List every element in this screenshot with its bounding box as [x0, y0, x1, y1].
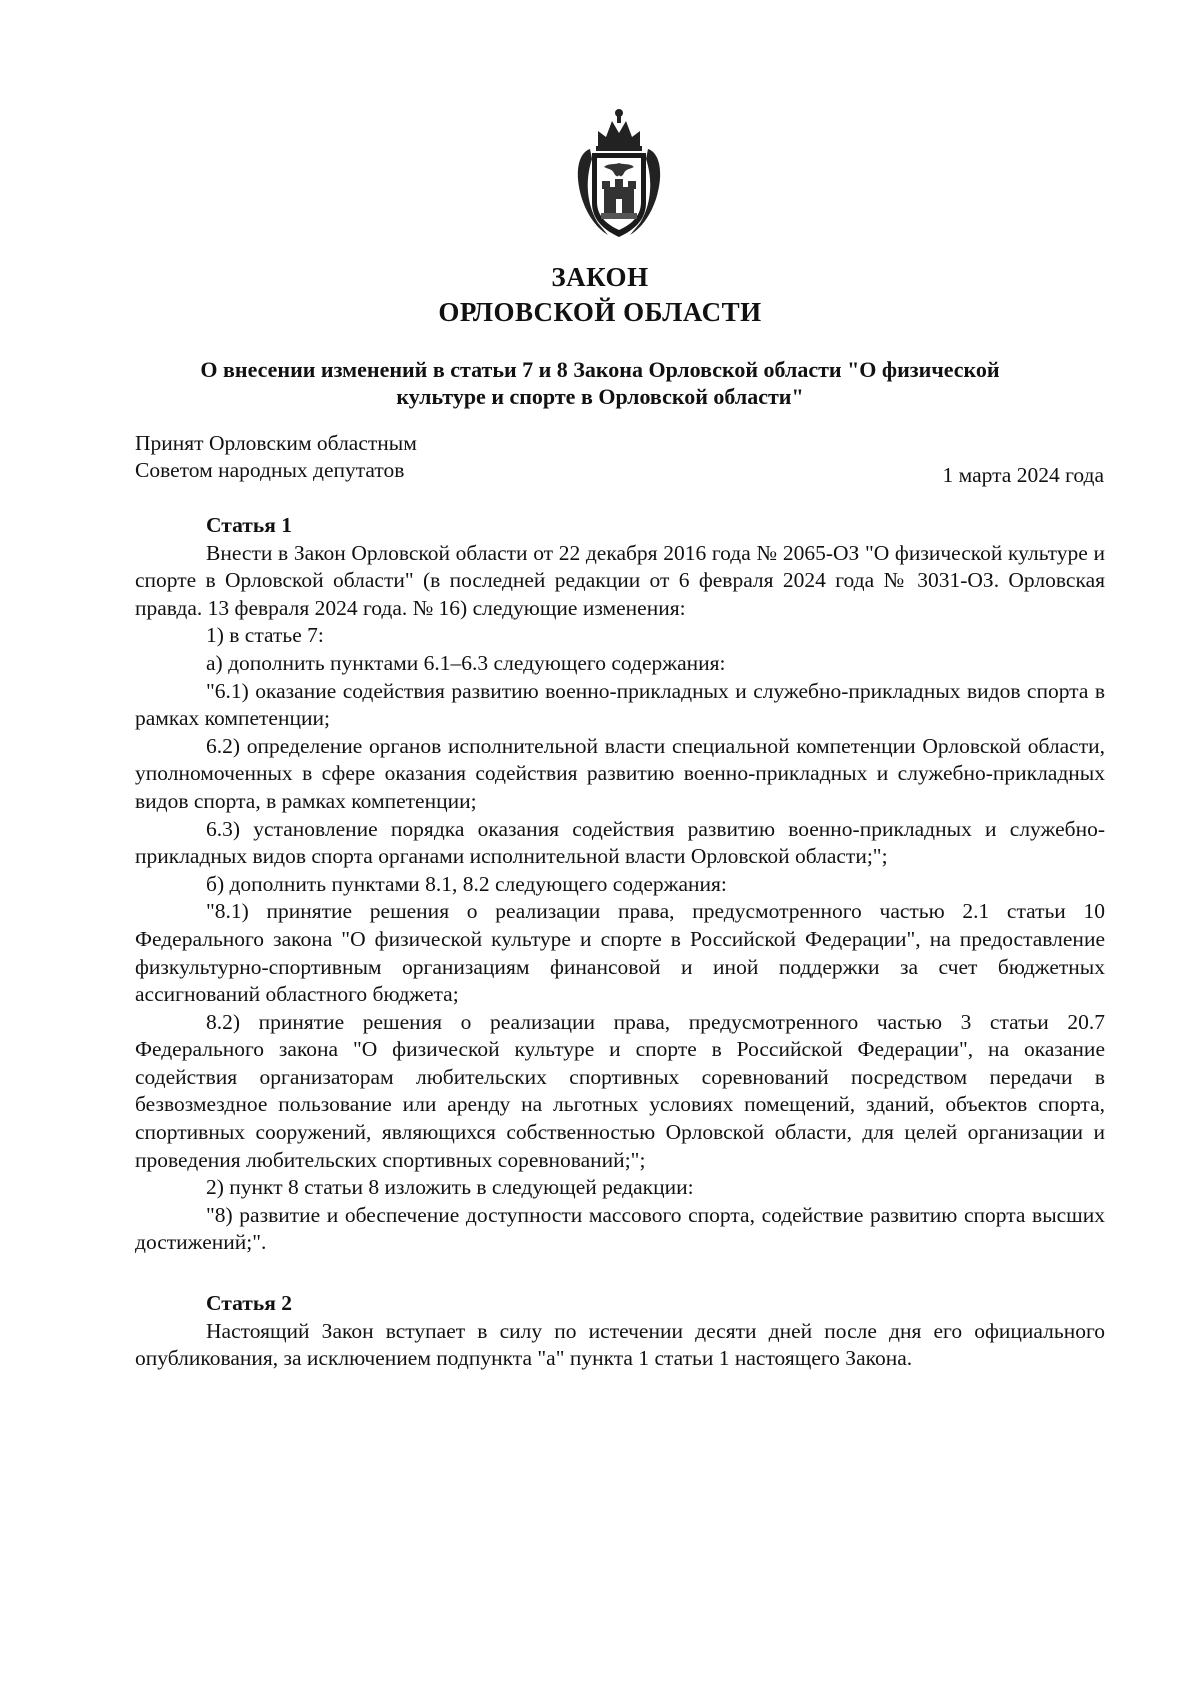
- article-1-paragraph: "8) развитие и обеспечение доступности массового спорта, содействие развитию спорта высших достижений;".: [135, 1202, 1105, 1255]
- article-1-paragraph: 2) пункт 8 статьи 8 изложить в следующей редакции:: [206, 1175, 694, 1200]
- article-1-heading: Статья 1: [206, 513, 292, 537]
- article-1-paragraph: Внести в Закон Орловской области от 22 декабря 2016 года № 2065-ОЗ "О физической культуре и спорте в Орловской области" (в последней редакции от 6 февраля 2024 года № 3031-ОЗ. Орловская правда. 13 февраля 2024 года. № 16) следующие изменения:: [135, 540, 1105, 620]
- adoption-date: 1 марта 2024 года: [942, 463, 1104, 487]
- article-1-paragraph: 1) в статье 7:: [206, 623, 324, 648]
- article-2-heading: Статья 2: [206, 1291, 292, 1315]
- article-1: [135, 512, 1105, 1257]
- article-1-paragraph: 6.2) определение органов исполнительной власти специальной компетенции Орловской области, уполномоченных в сфере оказания содействия развитию военно-прикладных и служебно-прикладных видов спорта, в рамках компетенции;: [135, 733, 1105, 813]
- article-1-paragraph: "6.1) оказание содействия развитию военно-прикладных и служебно-прикладных видов спорта в рамках компетенции;: [135, 678, 1105, 731]
- document-title-line1: ЗАКОН: [551, 262, 649, 292]
- article-1-paragraph: 8.2) принятие решения о реализации права, предусмотренного частью 3 статьи 20.7 Федерального закона "О физической культуре и спорте в Российской Федерации", на оказание содействия организаторам любительских спортивных соревнований посредством передачи в безвозмездное пользование или аренду на льготных условиях помещений, зданий, объектов спорта, спортивных сооружений, являющихся собственностью Орловской области, для целей организации и проведения любительских спортивных соревнований;";: [135, 1009, 1105, 1172]
- adoption-info: [135, 430, 417, 484]
- document-subtitle: О внесении изменений в статьи 7 и 8 Закона Орловской области "О физической культуре и спорте в Орловской области": [200, 357, 1000, 409]
- article-2-paragraph: Настоящий Закон вступает в силу по истечении десяти дней после дня его официального опубликования, за исключением подпункта "а" пункта 1 статьи 1 настоящего Закона.: [135, 1318, 1105, 1371]
- adoption-line2: Советом народных депутатов: [135, 458, 405, 482]
- article-1-paragraph: б) дополнить пунктами 8.1, 8.2 следующего содержания:: [206, 871, 727, 896]
- article-1-paragraph: а) дополнить пунктами 6.1–6.3 следующего содержания:: [206, 650, 726, 675]
- adoption-line1: Принят Орловским областным: [135, 431, 417, 455]
- coat-of-arms-icon: [568, 103, 670, 243]
- article-1-paragraph: "8.1) принятие решения о реализации права, предусмотренного частью 2.1 статьи 10 Федерального закона "О физической культуре и спорте в Российской Федерации", на предоставление физкультурно-спортивным организациям финансовой и иной поддержки за счет бюджетных ассигнований областного бюджета;: [135, 899, 1105, 1007]
- document-title-line2: ОРЛОВСКОЙ ОБЛАСТИ: [438, 297, 762, 327]
- article-2: [135, 1290, 1105, 1373]
- article-1-paragraph: 6.3) установление порядка оказания содействия развитию военно-прикладных и служебно-прикладных видов спорта органами исполнительной власти Орловской области;";: [135, 816, 1105, 869]
